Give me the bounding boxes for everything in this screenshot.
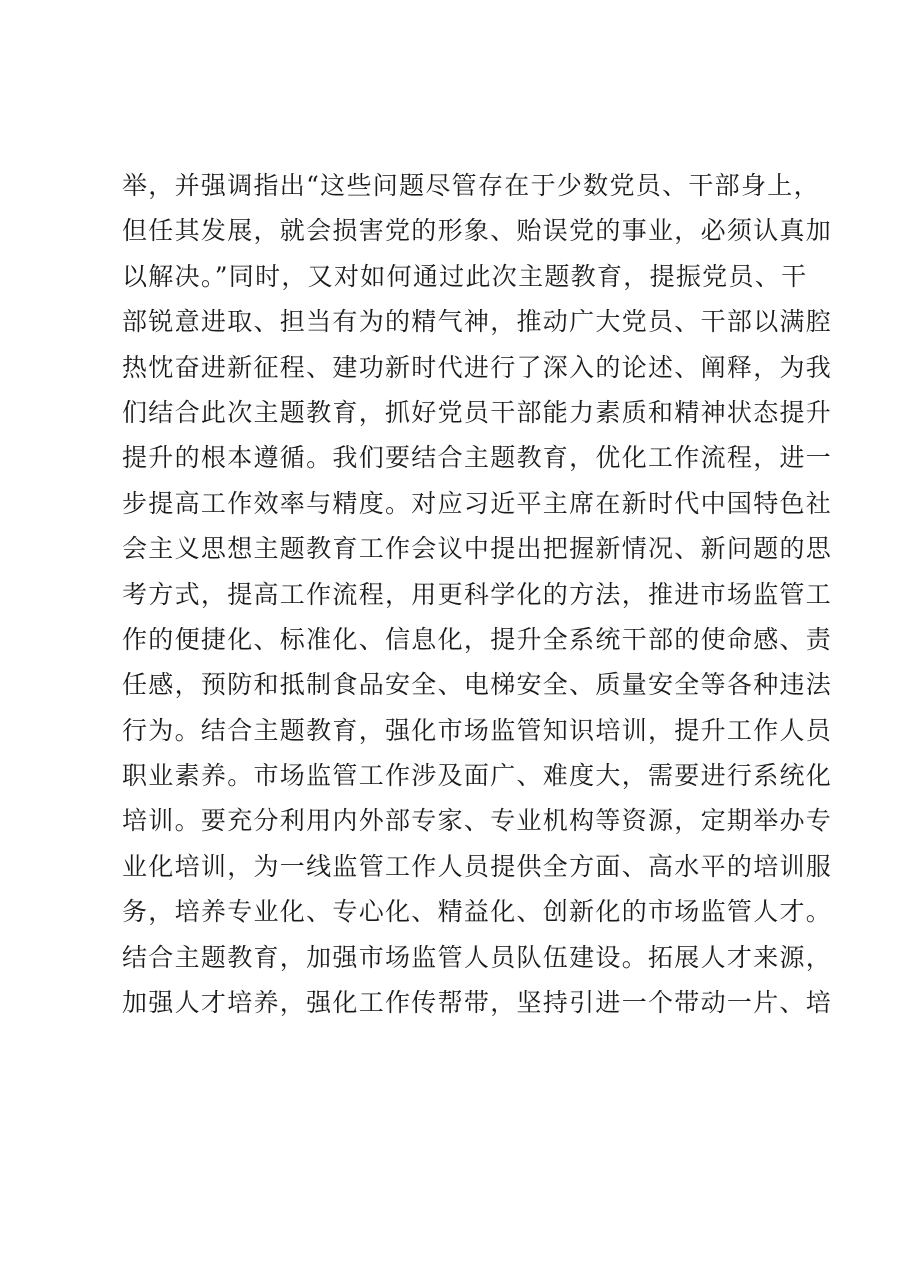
text-line-10: 考方式，提高工作流程，用更科学化的方法，推进市场监管工	[122, 579, 833, 609]
text-line-6: 们结合此次主题教育，抓好党员干部能力素质和精神状态提升	[122, 397, 833, 427]
text-line-13: 行为。结合主题教育，强化市场监管知识培训，提升工作人员	[122, 715, 833, 745]
text-line-17: 务，培养专业化、专心化、精益化、创新化的市场监管人才。	[122, 897, 833, 927]
text-line-7: 提升的根本遵循。我们要结合主题教育，优化工作流程，进一	[122, 443, 833, 473]
text-line-2: 但任其发展，就会损害党的形象、贻误党的事业，必须认真加	[122, 216, 833, 246]
text-line-19: 加强人才培养，强化工作传帮带，坚持引进一个带动一片、培	[122, 988, 833, 1018]
text-line-16: 业化培训，为一线监管工作人员提供全方面、高水平的培训服	[122, 851, 833, 881]
text-line-15: 培训。要充分利用内外部专家、专业机构等资源，定期举办专	[122, 806, 833, 836]
text-line-4: 部锐意进取、担当有为的精气神，推动广大党员、干部以满腔	[122, 307, 833, 337]
text-line-12: 任感，预防和抵制食品安全、电梯安全、质量安全等各种违法	[122, 670, 833, 700]
text-line-8: 步提高工作效率与精度。对应习近平主席在新时代中国特色社	[122, 488, 833, 518]
text-line-5: 热忱奋进新征程、建功新时代进行了深入的论述、阐释，为我	[122, 352, 833, 382]
text-line-11: 作的便捷化、标准化、信息化，提升全系统干部的使命感、责	[122, 624, 833, 654]
text-line-9: 会主义思想主题教育工作会议中提出把握新情况、新问题的思	[122, 534, 833, 564]
text-line-1: 举，并强调指出“这些问题尽管存在于少数党员、干部身上，	[122, 171, 820, 200]
body-text	[122, 163, 833, 1025]
text-line-3: 以解决。”同时，又对如何通过此次主题教育，提振党员、干	[122, 261, 808, 291]
text-line-18: 结合主题教育，加强市场监管人员队伍建设。拓展人才来源，	[122, 942, 833, 972]
text-line-14: 职业素养。市场监管工作涉及面广、难度大，需要进行系统化	[122, 761, 833, 791]
